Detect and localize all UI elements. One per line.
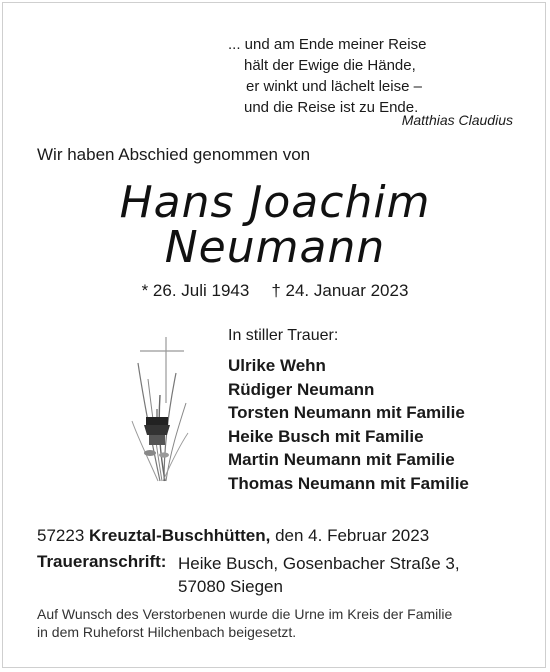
burial-notice (37, 605, 452, 641)
life-dates (0, 281, 550, 301)
mourning-label: In stiller Trauer: (228, 327, 339, 344)
poem-line: er winkt und lächelt leise – (246, 78, 422, 95)
mourner-name: Martin Neumann mit Familie (228, 450, 455, 469)
address-line: Heike Busch, Gosenbacher Straße 3, (178, 554, 460, 573)
mourner-name: Torsten Neumann mit Familie (228, 403, 465, 422)
birth-date: * 26. Juli 1943 (141, 281, 250, 300)
deceased-first-names: Hans Joachim (119, 177, 431, 228)
poem (228, 34, 426, 118)
intro-text: Wir haben Abschied genommen von (37, 145, 311, 164)
poem-line: ... und am Ende meiner Reise (228, 36, 427, 53)
place-date (37, 526, 429, 546)
deceased-last-name: Neumann (164, 222, 386, 273)
address-label: Traueranschrift: (37, 552, 167, 571)
notice-line: Auf Wunsch des Verstorbenen wurde die Urne im Kreis der Familie (37, 606, 453, 622)
poem-line: und die Reise ist zu Ende. (244, 99, 419, 116)
death-date: † 24. Januar 2023 (271, 281, 409, 300)
poem-line: hält der Ewige die Hände, (244, 57, 416, 74)
address (178, 552, 460, 598)
city: Kreuztal-Buschhütten, (89, 526, 271, 545)
cross-candle-grass-icon (130, 333, 190, 483)
mourner-name: Rüdiger Neumann (228, 379, 375, 399)
mourner-name: Heike Busch mit Familie (228, 426, 424, 446)
postcode: 57223 (37, 526, 85, 545)
mourner-name: Thomas Neumann mit Familie (228, 473, 469, 493)
address-line: 57080 Siegen (178, 577, 283, 596)
date: den 4. Februar 2023 (275, 526, 430, 545)
poem-author: Matthias Claudius (401, 112, 513, 128)
mourner-name: Ulrike Wehn (228, 356, 326, 375)
mourners-list (228, 354, 469, 495)
notice-line: in dem Ruheforst Hilchenbach beigesetzt. (37, 624, 297, 640)
